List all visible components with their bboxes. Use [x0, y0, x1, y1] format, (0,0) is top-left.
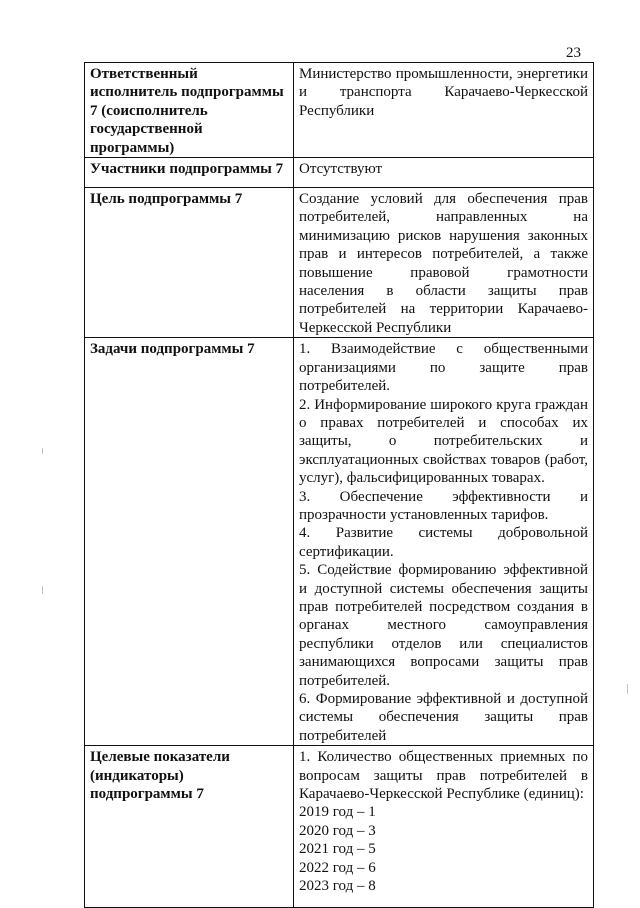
- table-row: [85, 188, 594, 338]
- task-item: 3. Обеспечение эффективности и прозрачности установленных тарифов.: [299, 488, 588, 523]
- row-label: Задачи подпрограммы 7: [85, 338, 294, 746]
- table-row: [85, 338, 594, 746]
- row-value: [294, 188, 594, 338]
- table-row: [85, 746, 594, 908]
- task-item: 6. Формирование эффективной и доступной системы обеспечения защиты прав потребителей: [299, 691, 588, 744]
- value-paragraph: Министерство промышленности, энергетики и транспорта Карачаево-Черкесской Республики: [299, 66, 588, 119]
- indicator-year-value: 2021 год – 5: [299, 841, 376, 858]
- scan-artifact: [627, 684, 628, 694]
- indicator-year-value: 2020 год – 3: [299, 822, 376, 839]
- row-value: [294, 158, 594, 188]
- task-item: 4. Развитие системы добровольной сертификации.: [299, 525, 588, 560]
- task-item: 1. Взаимодействие с общественными организациями по защите прав потребителей.: [299, 341, 588, 395]
- scan-artifact: [42, 586, 43, 594]
- indicator-paragraph: 1. Количество общественных приемных по вопросам защиты прав потребителей в Карачаево-Черкесской Республике (единиц):: [299, 749, 588, 803]
- row-value: [294, 338, 594, 746]
- task-item: 5. Содействие формированию эффективной и доступной системы обеспечения защиты прав потребителей посредством создания в органах местного самоуправления республики отделов или специалистов занимающихся вопросами защиты прав потребителей.: [299, 562, 588, 689]
- indicator-year-value: 2023 год – 8: [299, 878, 376, 895]
- row-label: Участники подпрограммы 7: [85, 158, 294, 188]
- row-value: [294, 746, 594, 908]
- page-number: 23: [566, 45, 581, 61]
- row-value: [294, 63, 594, 158]
- row-label: Цель подпрограммы 7: [85, 188, 294, 338]
- row-label: Целевые показатели (индикаторы) подпрограммы 7: [85, 746, 294, 908]
- subprogram-passport-table: [84, 62, 594, 908]
- scan-artifact: [42, 448, 43, 454]
- indicator-year-value: 2019 год – 1: [299, 804, 376, 821]
- table-row: [85, 158, 594, 188]
- task-item: 2. Информирование широкого круга граждан о правах потребителей и способах их защиты, о потребительских и эксплуатационных свойствах товаров (работ, услуг), фальсифицированных товарах.: [299, 396, 588, 487]
- value-paragraph: Отсутствуют: [299, 161, 383, 178]
- value-paragraph: Создание условий для обеспечения прав потребителей, направленных на минимизацию рисков нарушения законных прав и интересов потребителей, а также повышение правовой грамотности населения в области защиты прав потребителей на территории Карачаево-Черкесской Республики: [299, 191, 588, 336]
- table-row: [85, 63, 594, 158]
- indicator-year-value: 2022 год – 6: [299, 859, 376, 876]
- row-label: Ответственный исполнитель подпрограммы 7 (соисполнитель государственной программы): [85, 63, 294, 158]
